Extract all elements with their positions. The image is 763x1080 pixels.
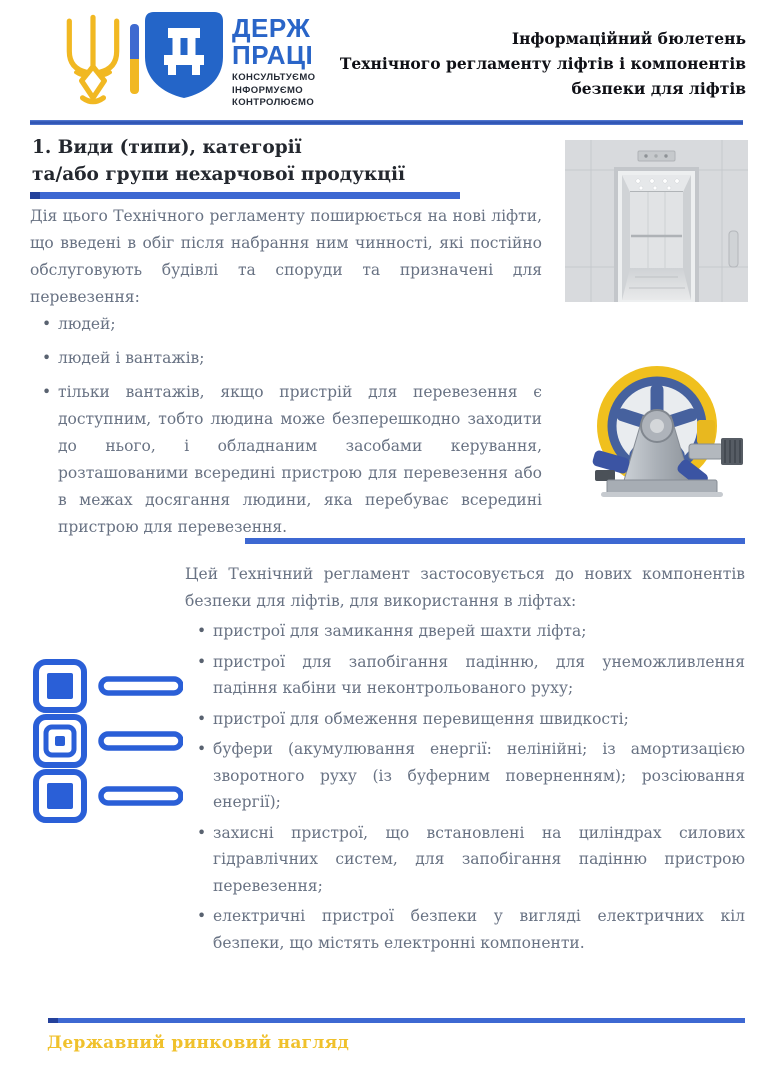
section1-heading: [32, 134, 405, 188]
list-item: • тільки вантажів, якщо пристрій для перевезення є доступним, тобто людина може безперешкодно заходити до нього, і обладнаним засобами керування, розташованими всередині пристрою для перевезення або в межах досягання людини, яка перебуває всередині пристрою для перевезення.: [58, 379, 542, 541]
list-item: • пристрої для обмеження перевищення швидкості;: [213, 706, 745, 733]
section2-bullet-list: [185, 618, 745, 956]
section1-heading-line1: 1. Види (типи), категорії: [32, 137, 302, 158]
section1-heading-line2: та/або групи нехарчової продукції: [32, 164, 406, 185]
header-divider: [30, 120, 743, 125]
bulletin-title-line2: Технічного регламенту ліфтів і компонентів: [339, 54, 746, 73]
footer-divider: [48, 1018, 745, 1023]
logo-tagline-line3: КОНТРОЛЮЄМО: [232, 97, 315, 108]
logo-tagline: [232, 72, 315, 110]
heading-underline: [30, 192, 460, 199]
bulletin-title: [340, 26, 746, 101]
logo-wordmark-line2: ПРАЦІ: [232, 40, 314, 70]
logo-tagline-line2: ІНФОРМУЄМО: [232, 84, 304, 96]
trident-icon: [57, 10, 129, 108]
bulletin-title-line1: Інформаційний бюлетень: [511, 29, 746, 48]
list-item: • електричні пристрої безпеки у вигляді електричних кіл безпеки, що містять електронні компоненти.: [213, 903, 745, 956]
traction-machine-photo: [577, 366, 747, 512]
list-item: • пристрої для замикання дверей шахти ліфта;: [213, 618, 745, 645]
section1-bullet-list: [30, 311, 542, 548]
checklist-icon: [33, 658, 183, 823]
list-item: • людей;: [58, 311, 542, 338]
list-item: • пристрої для запобігання падінню, для унеможливлення падіння кабіни чи неконтрольованого руху;: [213, 649, 745, 702]
list-item: • захисні пристрої, що встановлені на циліндрах силових гідравлічних систем, для запобігання падінню пристрою перевезення;: [213, 820, 745, 900]
flag-bar-icon: [130, 24, 139, 94]
list-item: • буфери (акумулювання енергії: нелінійні; із амортизацією зворотного руху (із буферним поверненням); розсіювання енергії);: [213, 736, 745, 816]
section2: [185, 561, 745, 960]
footer-label: Державний ринковий нагляд: [47, 1033, 350, 1053]
section2-intro: Цей Технічний регламент застосовується до нових компонентів безпеки для ліфтів, для використання в ліфтах:: [185, 565, 745, 610]
derzhpratsi-shield-icon: [145, 12, 223, 98]
logo-wordmark-line1: ДЕРЖ: [232, 13, 311, 43]
list-item: • людей і вантажів;: [58, 345, 542, 372]
section-divider: [245, 538, 745, 544]
section1-intro: Дія цього Технічного регламенту поширюється на нові ліфти, що введені в обіг після набрання ним чинності, які постійно обслуговують будівлі та споруди та призначені для перевезення:: [30, 207, 542, 306]
logo-tagline-line1: КОНСУЛЬТУЄМО: [232, 72, 316, 83]
bulletin-title-line3: безпеки для ліфтів: [571, 79, 746, 98]
logo-wordmark: [232, 15, 313, 69]
header-logo: [55, 8, 345, 112]
elevator-cabin-photo: [565, 140, 748, 302]
